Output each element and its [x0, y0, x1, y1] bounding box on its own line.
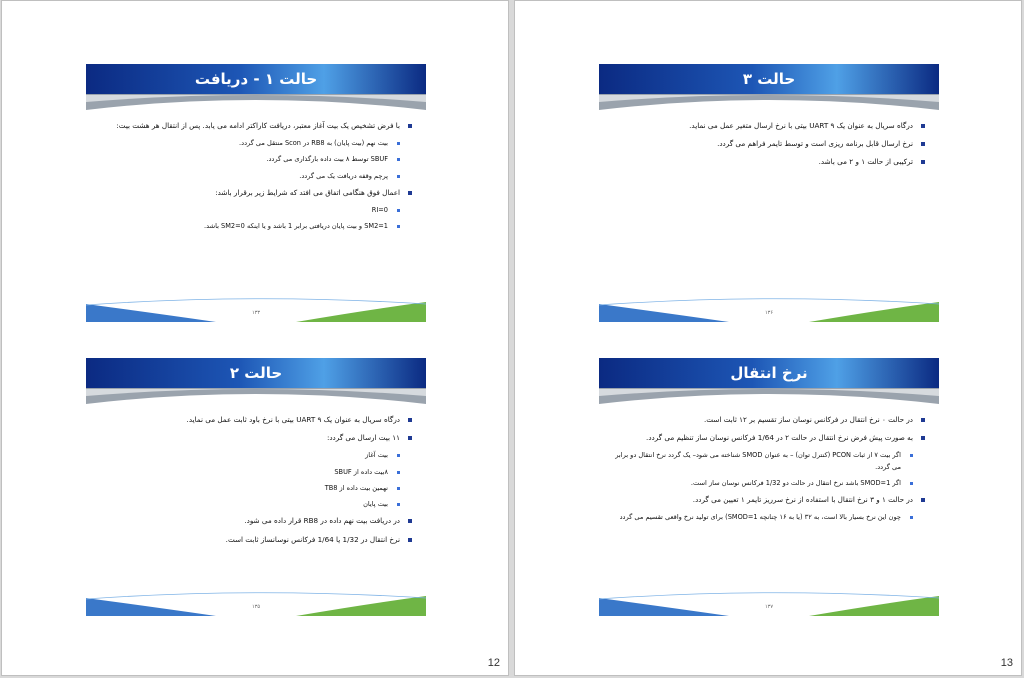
page-12: [1, 0, 509, 676]
slide-header: [86, 64, 426, 110]
bullet: نرخ ارسال قابل برنامه ریزی است و توسط تایمر فراهم می گردد.: [613, 138, 925, 150]
sub-bullet: RI=0: [100, 205, 400, 216]
slide-mode1-receive: [86, 64, 426, 322]
bullet: در حالت ۱ و ۳ نرخ انتقال با استفاده از نرخ سرریز تایمر ۱ تعیین می گردد.: [613, 494, 925, 506]
slide-title: حالت ۳: [742, 70, 796, 88]
slide-footer: [86, 592, 426, 616]
slide-footer: [599, 592, 939, 616]
slide-number: ۱۳۷: [764, 604, 774, 610]
slide-footer: [599, 298, 939, 322]
sub-bullet: بیت آغاز: [100, 450, 400, 461]
slide-title: حالت ۲: [229, 364, 283, 382]
slide-header: [86, 358, 426, 404]
bullet: با فرض تشخیص یک بیت آغاز معتبر، دریافت کاراکتر ادامه می یابد. پس از انتقال هر هشت بیت:: [100, 120, 412, 132]
slide-number: ۱۳۳: [251, 310, 261, 316]
slide-title: حالت ۱ - دریافت: [194, 70, 318, 88]
slide-body: [613, 414, 925, 529]
bullet: در دریافت بیت نهم داده در RB8 قرار داده می شود.: [100, 515, 412, 527]
sub-bullet: اگر بیت ۷ از ثبات PCON (کنترل توان) – به عنوان SMOD شناخته می شود– یک گردد نرخ انتقال دو برابر می گردد.: [613, 450, 913, 472]
slide-transfer-rate: [599, 358, 939, 616]
sub-bullet: پرچم وقفه دریافت یک می گردد.: [100, 171, 400, 182]
bullet: ترکیبی از حالت ۱ و ۲ می باشد.: [613, 156, 925, 168]
slide-number: ۱۳۶: [764, 310, 774, 316]
sub-bullet: چون این نرخ بسیار بالا است، به ۳۲ (یا به ۱۶ چنانچه SMOD=1) برای تولید نرخ واقعی تقسیم می گردد: [613, 512, 913, 523]
sub-bullet: نهمین بیت داده از TB8: [100, 483, 400, 494]
page-13: [514, 0, 1022, 676]
bullet: اعمال فوق هنگامی اتفاق می افتد که شرایط زیر برقرار باشد:: [100, 187, 412, 199]
slide-body: [100, 120, 412, 237]
sub-bullet: SM2=1 و بیت پایان دریافتی برابر 1 باشد و یا اینکه SM2=0 باشد.: [100, 221, 400, 232]
slide-number: ۱۳۵: [251, 604, 261, 610]
sub-bullet: SBUF توسط ۸ بیت داده بارگذاری می گردد.: [100, 154, 400, 165]
bullet: درگاه سریال به عنوان یک UART ۹ بیتی با نرخ ارسال متغیر عمل می نماید.: [613, 120, 925, 132]
sub-bullet: بیت نهم (بیت پایان) به RB8 در Scon منتقل می گردد.: [100, 138, 400, 149]
slide-mode3: [599, 64, 939, 322]
bullet: ۱۱ بیت ارسال می گردد:: [100, 432, 412, 444]
sub-bullet: بیت پایان: [100, 499, 400, 510]
slide-title: نرخ انتقال: [730, 364, 808, 382]
bullet: در حالت ۰ نرخ انتقال در فرکانس نوسان ساز تقسیم بر ۱۲ ثابت است.: [613, 414, 925, 426]
slide-header: [599, 358, 939, 404]
slide-body: [613, 120, 925, 175]
page-number: 12: [487, 657, 500, 669]
sub-bullet: ۸بیت داده از SBUF: [100, 467, 400, 478]
slide-footer: [86, 298, 426, 322]
sub-bullet: اگر SMOD=1 باشد نرخ انتقال در حالت دو 1/32 فرکانس نوسان ساز است.: [613, 478, 913, 489]
slide-body: [100, 414, 412, 552]
slide-mode2: [86, 358, 426, 616]
bullet: درگاه سریال به عنوان یک UART ۹ بیتی با نرخ باود ثابت عمل می نماید.: [100, 414, 412, 426]
bullet: نرخ انتقال در 1/32 یا 1/64 فرکانس نوسانساز ثابت است.: [100, 534, 412, 546]
slide-header: [599, 64, 939, 110]
page-number: 13: [1000, 657, 1013, 669]
bullet: به صورت پیش فرض نرخ انتقال در حالت ۲ در 1/64 فرکانس نوسان ساز تنظیم می گردد.: [613, 432, 925, 444]
